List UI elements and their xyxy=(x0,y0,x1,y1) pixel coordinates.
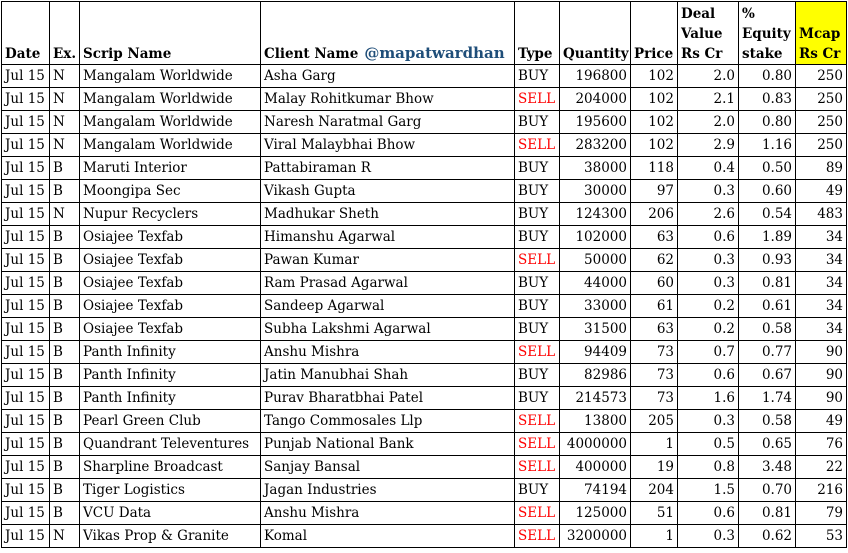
cell-type: BUY xyxy=(515,479,560,502)
cell-date: Jul 15 xyxy=(2,318,50,341)
table-row xyxy=(2,341,847,364)
cell-exchange: B xyxy=(50,249,80,272)
cell-exchange: B xyxy=(50,226,80,249)
cell-quantity: 4000000 xyxy=(560,433,631,456)
cell-equity-stake: 0.80 xyxy=(739,111,796,134)
cell-date: Jul 15 xyxy=(2,433,50,456)
cell-type: SELL xyxy=(515,88,560,111)
cell-exchange: B xyxy=(50,318,80,341)
cell-deal-value: 0.5 xyxy=(678,433,739,456)
cell-client-name: Jatin Manubhai Shah xyxy=(261,364,515,387)
cell-client-name: Jagan Industries xyxy=(261,479,515,502)
cell-exchange: B xyxy=(50,295,80,318)
table-row xyxy=(2,272,847,295)
header-equity-stake: % Equity stake xyxy=(739,2,796,65)
cell-client-name: Vikash Gupta xyxy=(261,180,515,203)
cell-exchange: N xyxy=(50,88,80,111)
cell-quantity: 31500 xyxy=(560,318,631,341)
cell-client-name: Pattabiraman R xyxy=(261,157,515,180)
cell-scrip-name: Osiajee Texfab xyxy=(80,272,261,295)
table-row xyxy=(2,65,847,88)
cell-equity-stake: 0.62 xyxy=(739,525,796,548)
cell-client-name: Tango Commosales Llp xyxy=(261,410,515,433)
cell-deal-value: 0.2 xyxy=(678,295,739,318)
cell-mcap: 34 xyxy=(796,318,847,341)
cell-type: BUY xyxy=(515,180,560,203)
header-date: Date xyxy=(2,2,50,65)
cell-mcap: 250 xyxy=(796,111,847,134)
header-client-name xyxy=(261,2,515,65)
cell-deal-value: 0.2 xyxy=(678,318,739,341)
cell-type: BUY xyxy=(515,364,560,387)
cell-equity-stake: 0.77 xyxy=(739,341,796,364)
cell-equity-stake: 0.81 xyxy=(739,272,796,295)
cell-deal-value: 0.7 xyxy=(678,341,739,364)
cell-exchange: N xyxy=(50,203,80,226)
cell-price: 97 xyxy=(631,180,678,203)
table-row xyxy=(2,249,847,272)
cell-quantity: 33000 xyxy=(560,295,631,318)
cell-quantity: 44000 xyxy=(560,272,631,295)
table-row xyxy=(2,318,847,341)
table-row xyxy=(2,226,847,249)
cell-exchange: B xyxy=(50,456,80,479)
cell-mcap: 79 xyxy=(796,502,847,525)
cell-quantity: 195600 xyxy=(560,111,631,134)
cell-deal-value: 0.6 xyxy=(678,364,739,387)
cell-price: 102 xyxy=(631,134,678,157)
table-row xyxy=(2,502,847,525)
cell-date: Jul 15 xyxy=(2,387,50,410)
cell-scrip-name: Mangalam Worldwide xyxy=(80,134,261,157)
header-price: Price xyxy=(631,2,678,65)
cell-exchange: N xyxy=(50,134,80,157)
header-exchange: Ex. xyxy=(50,2,80,65)
table-row xyxy=(2,111,847,134)
cell-type: SELL xyxy=(515,525,560,548)
cell-scrip-name: Pearl Green Club xyxy=(80,410,261,433)
cell-type: SELL xyxy=(515,341,560,364)
cell-price: 206 xyxy=(631,203,678,226)
cell-price: 102 xyxy=(631,111,678,134)
table-body xyxy=(2,65,847,548)
cell-client-name: Subha Lakshmi Agarwal xyxy=(261,318,515,341)
table-row xyxy=(2,134,847,157)
table-row xyxy=(2,433,847,456)
cell-deal-value: 0.6 xyxy=(678,226,739,249)
cell-mcap: 49 xyxy=(796,180,847,203)
cell-type: BUY xyxy=(515,295,560,318)
cell-equity-stake: 1.16 xyxy=(739,134,796,157)
cell-date: Jul 15 xyxy=(2,272,50,295)
table-row xyxy=(2,410,847,433)
header-client-label: Client Name xyxy=(264,46,359,62)
cell-date: Jul 15 xyxy=(2,502,50,525)
cell-scrip-name: Osiajee Texfab xyxy=(80,295,261,318)
bulk-deals-table xyxy=(1,1,847,548)
cell-equity-stake: 0.83 xyxy=(739,88,796,111)
cell-type: BUY xyxy=(515,157,560,180)
cell-quantity: 102000 xyxy=(560,226,631,249)
cell-quantity: 13800 xyxy=(560,410,631,433)
cell-quantity: 74194 xyxy=(560,479,631,502)
cell-quantity: 283200 xyxy=(560,134,631,157)
cell-equity-stake: 0.60 xyxy=(739,180,796,203)
cell-deal-value: 1.6 xyxy=(678,387,739,410)
cell-exchange: B xyxy=(50,410,80,433)
cell-client-name: Anshu Mishra xyxy=(261,502,515,525)
cell-client-name: Madhukar Sheth xyxy=(261,203,515,226)
cell-deal-value: 0.8 xyxy=(678,456,739,479)
cell-quantity: 30000 xyxy=(560,180,631,203)
cell-client-name: Naresh Naratmal Garg xyxy=(261,111,515,134)
cell-type: SELL xyxy=(515,410,560,433)
cell-client-name: Viral Malaybhai Bhow xyxy=(261,134,515,157)
table-row xyxy=(2,157,847,180)
table-row xyxy=(2,456,847,479)
table-row xyxy=(2,387,847,410)
cell-date: Jul 15 xyxy=(2,88,50,111)
cell-quantity: 38000 xyxy=(560,157,631,180)
cell-client-name: Pawan Kumar xyxy=(261,249,515,272)
cell-scrip-name: Osiajee Texfab xyxy=(80,318,261,341)
cell-date: Jul 15 xyxy=(2,111,50,134)
cell-quantity: 214573 xyxy=(560,387,631,410)
cell-exchange: B xyxy=(50,157,80,180)
cell-exchange: B xyxy=(50,387,80,410)
cell-deal-value: 0.3 xyxy=(678,525,739,548)
table-row xyxy=(2,525,847,548)
cell-price: 102 xyxy=(631,88,678,111)
cell-date: Jul 15 xyxy=(2,456,50,479)
cell-client-name: Himanshu Agarwal xyxy=(261,226,515,249)
cell-exchange: B xyxy=(50,180,80,203)
cell-equity-stake: 0.65 xyxy=(739,433,796,456)
cell-client-name: Asha Garg xyxy=(261,65,515,88)
cell-type: BUY xyxy=(515,65,560,88)
cell-date: Jul 15 xyxy=(2,226,50,249)
cell-price: 62 xyxy=(631,249,678,272)
cell-deal-value: 1.5 xyxy=(678,479,739,502)
cell-mcap: 90 xyxy=(796,387,847,410)
cell-quantity: 400000 xyxy=(560,456,631,479)
cell-scrip-name: Moongipa Sec xyxy=(80,180,261,203)
cell-type: SELL xyxy=(515,134,560,157)
cell-deal-value: 2.6 xyxy=(678,203,739,226)
cell-equity-stake: 0.93 xyxy=(739,249,796,272)
cell-scrip-name: Nupur Recyclers xyxy=(80,203,261,226)
cell-deal-value: 0.6 xyxy=(678,502,739,525)
cell-client-name: Ram Prasad Agarwal xyxy=(261,272,515,295)
cell-scrip-name: Panth Infinity xyxy=(80,387,261,410)
cell-deal-value: 2.0 xyxy=(678,111,739,134)
cell-mcap: 216 xyxy=(796,479,847,502)
cell-mcap: 250 xyxy=(796,65,847,88)
table-row xyxy=(2,295,847,318)
cell-exchange: B xyxy=(50,364,80,387)
cell-quantity: 82986 xyxy=(560,364,631,387)
cell-quantity: 125000 xyxy=(560,502,631,525)
cell-mcap: 53 xyxy=(796,525,847,548)
cell-type: BUY xyxy=(515,272,560,295)
cell-deal-value: 0.3 xyxy=(678,410,739,433)
table-row xyxy=(2,364,847,387)
cell-type: BUY xyxy=(515,226,560,249)
cell-quantity: 50000 xyxy=(560,249,631,272)
cell-date: Jul 15 xyxy=(2,65,50,88)
cell-date: Jul 15 xyxy=(2,157,50,180)
cell-deal-value: 2.1 xyxy=(678,88,739,111)
cell-date: Jul 15 xyxy=(2,134,50,157)
cell-quantity: 196800 xyxy=(560,65,631,88)
cell-price: 61 xyxy=(631,295,678,318)
cell-exchange: N xyxy=(50,525,80,548)
cell-client-name: Sandeep Agarwal xyxy=(261,295,515,318)
cell-scrip-name: Osiajee Texfab xyxy=(80,249,261,272)
cell-mcap: 49 xyxy=(796,410,847,433)
cell-equity-stake: 0.81 xyxy=(739,502,796,525)
cell-price: 73 xyxy=(631,364,678,387)
cell-price: 204 xyxy=(631,479,678,502)
cell-scrip-name: Panth Infinity xyxy=(80,364,261,387)
cell-scrip-name: Tiger Logistics xyxy=(80,479,261,502)
cell-mcap: 34 xyxy=(796,226,847,249)
cell-mcap: 250 xyxy=(796,134,847,157)
cell-scrip-name: Mangalam Worldwide xyxy=(80,65,261,88)
cell-exchange: B xyxy=(50,341,80,364)
cell-price: 73 xyxy=(631,341,678,364)
table-row xyxy=(2,88,847,111)
cell-type: BUY xyxy=(515,203,560,226)
cell-exchange: B xyxy=(50,433,80,456)
cell-mcap: 34 xyxy=(796,295,847,318)
cell-price: 118 xyxy=(631,157,678,180)
header-scrip-name: Scrip Name xyxy=(80,2,261,65)
cell-equity-stake: 0.54 xyxy=(739,203,796,226)
cell-price: 19 xyxy=(631,456,678,479)
cell-date: Jul 15 xyxy=(2,525,50,548)
cell-client-name: Komal xyxy=(261,525,515,548)
cell-equity-stake: 3.48 xyxy=(739,456,796,479)
cell-type: SELL xyxy=(515,502,560,525)
cell-scrip-name: Sharpline Broadcast xyxy=(80,456,261,479)
cell-date: Jul 15 xyxy=(2,341,50,364)
cell-mcap: 22 xyxy=(796,456,847,479)
cell-quantity: 204000 xyxy=(560,88,631,111)
cell-exchange: N xyxy=(50,111,80,134)
cell-type: BUY xyxy=(515,111,560,134)
cell-quantity: 3200000 xyxy=(560,525,631,548)
cell-deal-value: 0.3 xyxy=(678,180,739,203)
cell-mcap: 76 xyxy=(796,433,847,456)
cell-mcap: 34 xyxy=(796,249,847,272)
cell-mcap: 90 xyxy=(796,364,847,387)
author-handle: @mapatwardhan xyxy=(364,44,505,62)
cell-client-name: Malay Rohitkumar Bhow xyxy=(261,88,515,111)
cell-quantity: 94409 xyxy=(560,341,631,364)
cell-equity-stake: 0.58 xyxy=(739,318,796,341)
cell-price: 60 xyxy=(631,272,678,295)
cell-date: Jul 15 xyxy=(2,249,50,272)
cell-date: Jul 15 xyxy=(2,364,50,387)
cell-equity-stake: 1.89 xyxy=(739,226,796,249)
cell-price: 63 xyxy=(631,226,678,249)
cell-deal-value: 0.3 xyxy=(678,249,739,272)
cell-equity-stake: 0.70 xyxy=(739,479,796,502)
cell-scrip-name: VCU Data xyxy=(80,502,261,525)
cell-scrip-name: Mangalam Worldwide xyxy=(80,111,261,134)
table-row xyxy=(2,180,847,203)
header-deal-value: Deal Value Rs Cr xyxy=(678,2,739,65)
cell-date: Jul 15 xyxy=(2,180,50,203)
cell-scrip-name: Quandrant Televentures xyxy=(80,433,261,456)
cell-scrip-name: Vikas Prop & Granite xyxy=(80,525,261,548)
cell-equity-stake: 0.50 xyxy=(739,157,796,180)
cell-type: BUY xyxy=(515,387,560,410)
cell-equity-stake: 0.67 xyxy=(739,364,796,387)
cell-deal-value: 2.0 xyxy=(678,65,739,88)
cell-mcap: 483 xyxy=(796,203,847,226)
cell-mcap: 34 xyxy=(796,272,847,295)
table-row xyxy=(2,203,847,226)
cell-price: 1 xyxy=(631,525,678,548)
cell-price: 102 xyxy=(631,65,678,88)
cell-type: SELL xyxy=(515,249,560,272)
cell-type: SELL xyxy=(515,433,560,456)
cell-type: BUY xyxy=(515,318,560,341)
cell-client-name: Sanjay Bansal xyxy=(261,456,515,479)
cell-date: Jul 15 xyxy=(2,295,50,318)
cell-scrip-name: Panth Infinity xyxy=(80,341,261,364)
header-mcap: Mcap Rs Cr xyxy=(796,2,847,65)
table-row xyxy=(2,479,847,502)
cell-exchange: N xyxy=(50,65,80,88)
cell-date: Jul 15 xyxy=(2,203,50,226)
cell-deal-value: 0.4 xyxy=(678,157,739,180)
cell-exchange: B xyxy=(50,479,80,502)
cell-equity-stake: 0.58 xyxy=(739,410,796,433)
cell-quantity: 124300 xyxy=(560,203,631,226)
header-type: Type xyxy=(515,2,560,65)
cell-price: 73 xyxy=(631,387,678,410)
cell-scrip-name: Osiajee Texfab xyxy=(80,226,261,249)
header-row xyxy=(2,2,847,65)
cell-mcap: 90 xyxy=(796,341,847,364)
cell-mcap: 89 xyxy=(796,157,847,180)
cell-client-name: Punjab National Bank xyxy=(261,433,515,456)
cell-price: 205 xyxy=(631,410,678,433)
cell-scrip-name: Maruti Interior xyxy=(80,157,261,180)
cell-price: 1 xyxy=(631,433,678,456)
cell-equity-stake: 1.74 xyxy=(739,387,796,410)
cell-price: 51 xyxy=(631,502,678,525)
cell-client-name: Anshu Mishra xyxy=(261,341,515,364)
cell-scrip-name: Mangalam Worldwide xyxy=(80,88,261,111)
cell-deal-value: 2.9 xyxy=(678,134,739,157)
cell-date: Jul 15 xyxy=(2,479,50,502)
cell-mcap: 250 xyxy=(796,88,847,111)
cell-exchange: B xyxy=(50,502,80,525)
cell-equity-stake: 0.80 xyxy=(739,65,796,88)
cell-type: SELL xyxy=(515,456,560,479)
cell-exchange: B xyxy=(50,272,80,295)
cell-price: 63 xyxy=(631,318,678,341)
cell-deal-value: 0.3 xyxy=(678,272,739,295)
cell-date: Jul 15 xyxy=(2,410,50,433)
cell-client-name: Purav Bharatbhai Patel xyxy=(261,387,515,410)
cell-equity-stake: 0.61 xyxy=(739,295,796,318)
header-quantity: Quantity xyxy=(560,2,631,65)
